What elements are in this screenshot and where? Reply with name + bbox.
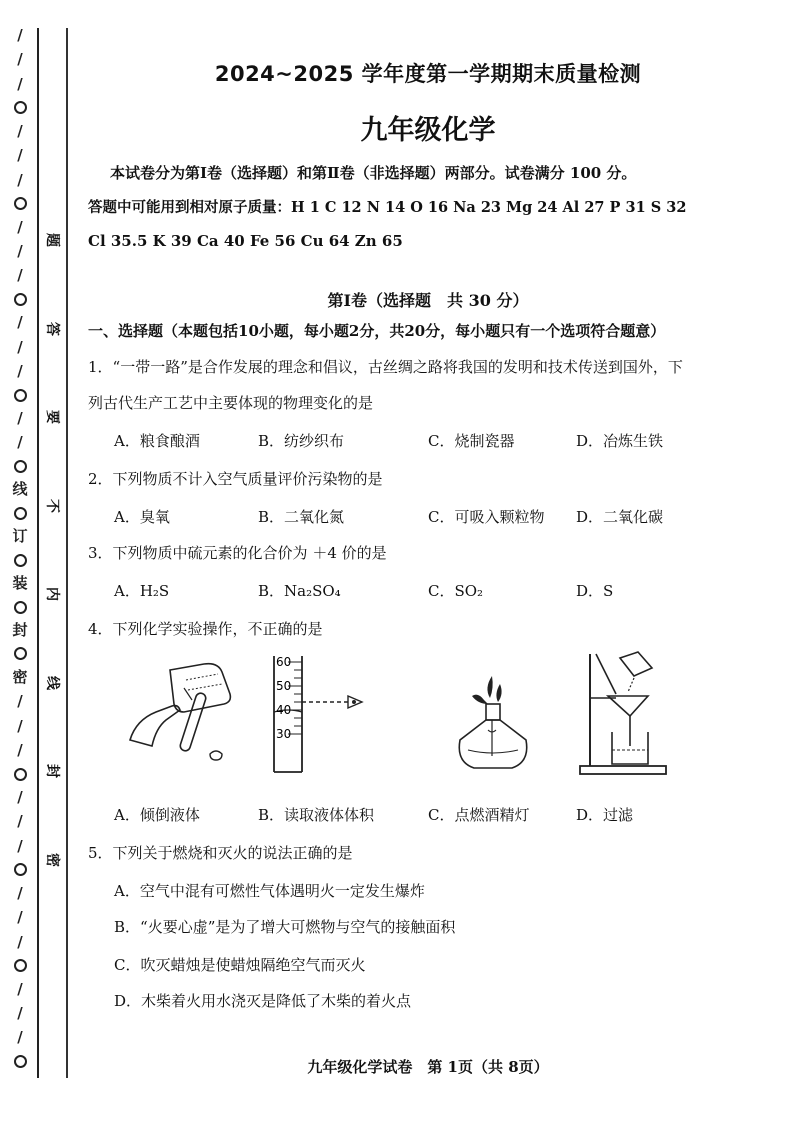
cylinder-tick-label: 50: [276, 679, 292, 693]
option-d: D．过滤: [576, 806, 634, 824]
warning-char: 密: [44, 852, 60, 867]
subject-title: 九年级化学: [360, 115, 496, 146]
alcohol-lamp-diagram: [448, 670, 538, 780]
intro-atomic-masses-cont: Cl 35.5 K 39 Ca 40 Fe 56 Cu 64 Zn 65: [88, 232, 403, 250]
binding-margin: [0, 0, 68, 1123]
pouring-liquid-diagram: [126, 650, 246, 770]
seal-line-column: / / / / / / / / / / / / / / 线 订 装 封 密 / / / / / / / / / / / /: [6, 28, 34, 1068]
margin-border-line: [66, 28, 68, 1078]
option-a: A．臭氧: [114, 508, 170, 526]
warning-char: 线: [44, 675, 60, 690]
option-b: B．纺纱织布: [258, 432, 345, 450]
seal-char: 订: [12, 527, 28, 546]
page-footer: 九年级化学试卷 第 1页（共 8页）: [307, 1058, 549, 1076]
option-a: A．倾倒液体: [114, 806, 200, 824]
warning-char: 内: [44, 587, 60, 602]
cylinder-tick-label: 40: [276, 703, 292, 717]
section-instruction: 一、选择题（本题包括10小题，每小题2分，共20分，每小题只有一个选项符合题意）: [88, 322, 666, 340]
seal-char: 装: [12, 574, 28, 593]
seal-line: [37, 28, 39, 1078]
cylinder-tick-label: 60: [276, 655, 292, 669]
option-c: C．点燃酒精灯: [428, 806, 530, 824]
question-3-stem: 3．下列物质中硫元素的化合价为 ＋4 价的是: [88, 544, 387, 562]
option-c: C．SO₂: [428, 582, 484, 600]
option-a: A．粮食酿酒: [114, 432, 200, 450]
warning-char: 要: [44, 410, 60, 425]
option-d: D．木柴着火用水浇灭是降低了木柴的着火点: [114, 992, 412, 1010]
option-d: D．二氧化碳: [576, 508, 664, 526]
section-heading: 第Ⅰ卷（选择题 共 30 分）: [327, 291, 529, 310]
seal-char: 封: [12, 620, 28, 639]
option-b: B．Na₂SO₄: [258, 582, 341, 600]
cylinder-tick-label: 30: [276, 727, 292, 741]
intro-paper-structure: 本试卷分为第Ⅰ卷（选择题）和第Ⅱ卷（非选择题）两部分。试卷满分 100 分。: [110, 164, 637, 182]
question-1-stem-cont: 列古代生产工艺中主要体现的物理变化的是: [88, 394, 374, 412]
seal-char: 线: [12, 480, 28, 499]
option-c: C．可吸入颗粒物: [428, 508, 545, 526]
option-c: C．吹灭蜡烛是使蜡烛隔绝空气而灭火: [114, 956, 366, 974]
option-d: D．S: [576, 582, 614, 600]
margin-warning-column: [42, 230, 64, 870]
option-d: D．冶炼生铁: [576, 432, 664, 450]
question-2-stem: 2．下列物质不计入空气质量评价污染物的是: [88, 470, 383, 488]
graduated-cylinder-diagram: [268, 650, 378, 780]
option-b: B．二氧化氮: [258, 508, 345, 526]
question-5-stem: 5．下列关于燃烧和灭火的说法正确的是: [88, 844, 353, 862]
warning-char: 题: [44, 233, 60, 247]
option-a: A．H₂S: [114, 582, 170, 600]
warning-char: 不: [44, 498, 60, 513]
option-c: C．烧制瓷器: [428, 432, 515, 450]
option-a: A．空气中混有可燃性气体遇明火一定发生爆炸: [114, 882, 425, 900]
question-4-stem: 4．下列化学实验操作，不正确的是: [88, 620, 323, 638]
exam-title: 2024~2025 学年度第一学期期末质量检测: [214, 62, 642, 86]
warning-char: 答: [44, 321, 60, 336]
question-1-stem: 1．“一带一路”是合作发展的理念和倡议，古丝绸之路将我国的发明和技术传送到国外，下: [88, 358, 683, 376]
seal-char: 密: [12, 667, 28, 686]
option-b: B．读取液体体积: [258, 806, 375, 824]
option-b: B．“火要心虚”是为了增大可燃物与空气的接触面积: [114, 918, 456, 936]
intro-atomic-masses: 答题中可能用到相对原子质量：H 1 C 12 N 14 O 16 Na 23 Mg 24 Al 27 P 31 S 32: [88, 199, 687, 216]
filtration-diagram: [576, 648, 686, 778]
warning-char: 封: [44, 764, 60, 779]
